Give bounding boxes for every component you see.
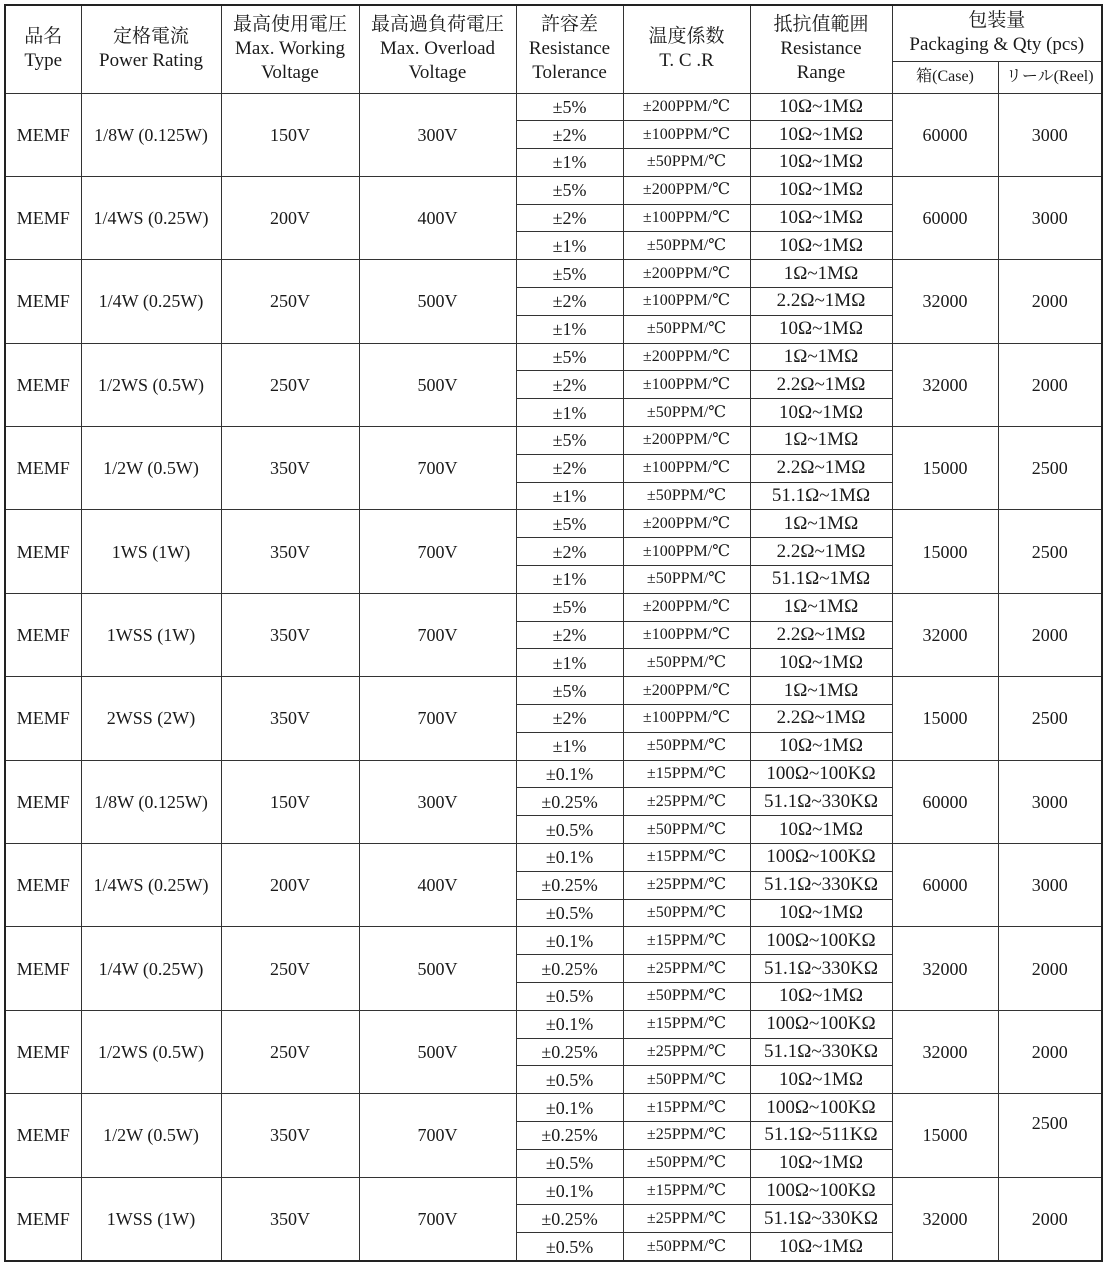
case-qty-cell: 15000 bbox=[892, 677, 998, 760]
max-working-voltage-cell: 350V bbox=[221, 1094, 359, 1177]
resistance-range-cell: 51.1Ω~330KΩ bbox=[750, 871, 892, 899]
reel-qty-cell: 2500 bbox=[998, 427, 1102, 510]
header-power bbox=[81, 5, 221, 93]
header-power-jp: 定格電流 bbox=[112, 26, 189, 48]
max-overload-voltage-cell: 300V bbox=[359, 93, 516, 176]
max-overload-voltage-cell: 500V bbox=[359, 343, 516, 426]
table-row bbox=[5, 1010, 1102, 1038]
tolerance-cell: ±1% bbox=[516, 149, 623, 177]
power-rating-cell: 1WS (1W) bbox=[81, 510, 221, 593]
table-row bbox=[5, 260, 1102, 288]
header-packaging bbox=[892, 5, 1102, 61]
resistance-range-cell: 1Ω~1MΩ bbox=[750, 510, 892, 538]
tolerance-cell: ±2% bbox=[516, 705, 623, 733]
tolerance-cell: ±0.25% bbox=[516, 1038, 623, 1066]
resistance-range-cell: 10Ω~1MΩ bbox=[750, 1233, 892, 1261]
case-qty-cell: 32000 bbox=[892, 1177, 998, 1261]
tcr-cell: ±200PPM/℃ bbox=[623, 593, 750, 621]
resistance-range-cell: 10Ω~1MΩ bbox=[750, 315, 892, 343]
tcr-cell: ±200PPM/℃ bbox=[623, 510, 750, 538]
tcr-cell: ±50PPM/℃ bbox=[623, 232, 750, 260]
reel-qty-cell: 2000 bbox=[998, 1010, 1102, 1093]
max-working-voltage-cell: 250V bbox=[221, 260, 359, 343]
header-max-working-en2: Voltage bbox=[261, 62, 319, 84]
header-tcr bbox=[623, 5, 750, 93]
power-rating-cell: 1/8W (0.125W) bbox=[81, 760, 221, 843]
reel-qty-cell: 3000 bbox=[998, 93, 1102, 176]
case-qty-cell: 32000 bbox=[892, 927, 998, 1010]
type-cell: MEMF bbox=[5, 260, 81, 343]
resistance-range-cell: 10Ω~1MΩ bbox=[750, 983, 892, 1011]
resistance-range-cell: 2.2Ω~1MΩ bbox=[750, 538, 892, 566]
case-qty-cell: 15000 bbox=[892, 427, 998, 510]
resistance-range-cell: 2.2Ω~1MΩ bbox=[750, 705, 892, 733]
resistance-range-cell: 1Ω~1MΩ bbox=[750, 593, 892, 621]
resistance-range-cell: 10Ω~1MΩ bbox=[750, 93, 892, 121]
tolerance-cell: ±0.1% bbox=[516, 1177, 623, 1205]
reel-qty-cell: 3000 bbox=[998, 844, 1102, 927]
tolerance-cell: ±5% bbox=[516, 260, 623, 288]
reel-qty-cell: 2500 bbox=[998, 1094, 1102, 1177]
resistance-range-cell: 1Ω~1MΩ bbox=[750, 427, 892, 455]
reel-qty-cell: 2000 bbox=[998, 343, 1102, 426]
header-type-jp: 品名 bbox=[24, 26, 63, 48]
resistance-range-cell: 10Ω~1MΩ bbox=[750, 121, 892, 149]
header-packaging-en: Packaging & Qty (pcs) bbox=[909, 34, 1085, 56]
tcr-cell: ±200PPM/℃ bbox=[623, 343, 750, 371]
type-cell: MEMF bbox=[5, 1094, 81, 1177]
tcr-cell: ±100PPM/℃ bbox=[623, 288, 750, 316]
tolerance-cell: ±0.1% bbox=[516, 1094, 623, 1122]
tolerance-cell: ±0.25% bbox=[516, 1121, 623, 1149]
tcr-cell: ±15PPM/℃ bbox=[623, 844, 750, 872]
max-overload-voltage-cell: 700V bbox=[359, 427, 516, 510]
tcr-cell: ±100PPM/℃ bbox=[623, 121, 750, 149]
tolerance-cell: ±1% bbox=[516, 232, 623, 260]
max-working-voltage-cell: 150V bbox=[221, 93, 359, 176]
table-row bbox=[5, 593, 1102, 621]
tcr-cell: ±15PPM/℃ bbox=[623, 927, 750, 955]
tolerance-cell: ±0.25% bbox=[516, 871, 623, 899]
tolerance-cell: ±0.5% bbox=[516, 899, 623, 927]
resistance-range-cell: 1Ω~1MΩ bbox=[750, 343, 892, 371]
header-case: 箱(Case) bbox=[892, 61, 998, 93]
tcr-cell: ±50PPM/℃ bbox=[623, 1233, 750, 1261]
header-max-overload-jp: 最高過負荷電圧 bbox=[370, 14, 504, 36]
power-rating-cell: 2WSS (2W) bbox=[81, 677, 221, 760]
resistance-range-cell: 2.2Ω~1MΩ bbox=[750, 454, 892, 482]
tcr-cell: ±50PPM/℃ bbox=[623, 1066, 750, 1094]
tcr-cell: ±50PPM/℃ bbox=[623, 732, 750, 760]
case-qty-cell: 32000 bbox=[892, 343, 998, 426]
tolerance-cell: ±0.5% bbox=[516, 983, 623, 1011]
table-header bbox=[5, 5, 1102, 93]
type-cell: MEMF bbox=[5, 1177, 81, 1261]
header-type-en: Type bbox=[24, 50, 63, 72]
resistance-range-cell: 51.1Ω~1MΩ bbox=[750, 482, 892, 510]
max-working-voltage-cell: 350V bbox=[221, 510, 359, 593]
tcr-cell: ±15PPM/℃ bbox=[623, 1010, 750, 1038]
tolerance-cell: ±1% bbox=[516, 315, 623, 343]
reel-qty-cell: 3000 bbox=[998, 176, 1102, 259]
tolerance-cell: ±0.25% bbox=[516, 955, 623, 983]
case-qty-cell: 15000 bbox=[892, 510, 998, 593]
resistance-range-cell: 100Ω~100KΩ bbox=[750, 1010, 892, 1038]
header-max-overload-en1: Max. Overload bbox=[379, 38, 496, 60]
type-cell: MEMF bbox=[5, 1010, 81, 1093]
tolerance-cell: ±2% bbox=[516, 288, 623, 316]
tolerance-cell: ±5% bbox=[516, 510, 623, 538]
header-max-working bbox=[221, 5, 359, 93]
header-range-jp: 抵抗值範囲 bbox=[773, 14, 869, 36]
max-overload-voltage-cell: 500V bbox=[359, 927, 516, 1010]
header-tolerance bbox=[516, 5, 623, 93]
max-overload-voltage-cell: 300V bbox=[359, 760, 516, 843]
resistance-range-cell: 10Ω~1MΩ bbox=[750, 1066, 892, 1094]
tolerance-cell: ±2% bbox=[516, 204, 623, 232]
resistance-range-cell: 51.1Ω~330KΩ bbox=[750, 788, 892, 816]
header-tolerance-en1: Resistance bbox=[528, 38, 611, 60]
resistance-range-cell: 51.1Ω~1MΩ bbox=[750, 566, 892, 594]
header-tcr-jp: 温度係数 bbox=[648, 26, 725, 48]
header-power-en: Power Rating bbox=[99, 50, 203, 72]
header-range-en2: Range bbox=[796, 62, 846, 84]
header-packaging-jp: 包装量 bbox=[968, 10, 1026, 32]
power-rating-cell: 1/4WS (0.25W) bbox=[81, 176, 221, 259]
header-tolerance-jp: 許容差 bbox=[540, 14, 598, 36]
table-row bbox=[5, 510, 1102, 538]
tolerance-cell: ±0.25% bbox=[516, 1205, 623, 1233]
case-qty-cell: 60000 bbox=[892, 93, 998, 176]
power-rating-cell: 1/2WS (0.5W) bbox=[81, 1010, 221, 1093]
table-row bbox=[5, 1094, 1102, 1122]
tcr-cell: ±200PPM/℃ bbox=[623, 93, 750, 121]
tcr-cell: ±50PPM/℃ bbox=[623, 649, 750, 677]
type-cell: MEMF bbox=[5, 927, 81, 1010]
power-rating-cell: 1/4W (0.25W) bbox=[81, 927, 221, 1010]
header-tolerance-en2: Tolerance bbox=[532, 62, 607, 84]
tolerance-cell: ±5% bbox=[516, 677, 623, 705]
power-rating-cell: 1/4W (0.25W) bbox=[81, 260, 221, 343]
resistance-range-cell: 1Ω~1MΩ bbox=[750, 260, 892, 288]
max-working-voltage-cell: 350V bbox=[221, 677, 359, 760]
max-working-voltage-cell: 250V bbox=[221, 343, 359, 426]
tcr-cell: ±50PPM/℃ bbox=[623, 816, 750, 844]
table-row bbox=[5, 760, 1102, 788]
tolerance-cell: ±2% bbox=[516, 371, 623, 399]
reel-qty-cell: 2000 bbox=[998, 1177, 1102, 1261]
tolerance-cell: ±0.1% bbox=[516, 844, 623, 872]
reel-qty-cell: 2000 bbox=[998, 593, 1102, 676]
tcr-cell: ±100PPM/℃ bbox=[623, 204, 750, 232]
tolerance-cell: ±5% bbox=[516, 343, 623, 371]
type-cell: MEMF bbox=[5, 343, 81, 426]
reel-qty-cell: 2500 bbox=[998, 677, 1102, 760]
header-max-working-en1: Max. Working bbox=[234, 38, 345, 60]
reel-qty-cell: 3000 bbox=[998, 760, 1102, 843]
tcr-cell: ±50PPM/℃ bbox=[623, 149, 750, 177]
power-rating-cell: 1/8W (0.125W) bbox=[81, 93, 221, 176]
resistance-range-cell: 10Ω~1MΩ bbox=[750, 204, 892, 232]
resistance-range-cell: 2.2Ω~1MΩ bbox=[750, 288, 892, 316]
table-row bbox=[5, 927, 1102, 955]
resistance-range-cell: 10Ω~1MΩ bbox=[750, 649, 892, 677]
tolerance-cell: ±2% bbox=[516, 538, 623, 566]
resistance-range-cell: 10Ω~1MΩ bbox=[750, 732, 892, 760]
resistance-range-cell: 10Ω~1MΩ bbox=[750, 899, 892, 927]
table-row bbox=[5, 93, 1102, 121]
type-cell: MEMF bbox=[5, 510, 81, 593]
tolerance-cell: ±0.25% bbox=[516, 788, 623, 816]
table-row bbox=[5, 844, 1102, 872]
tcr-cell: ±25PPM/℃ bbox=[623, 1038, 750, 1066]
case-qty-cell: 32000 bbox=[892, 1010, 998, 1093]
table-row bbox=[5, 1177, 1102, 1205]
tolerance-cell: ±1% bbox=[516, 649, 623, 677]
tcr-cell: ±25PPM/℃ bbox=[623, 871, 750, 899]
header-range bbox=[750, 5, 892, 93]
type-cell: MEMF bbox=[5, 176, 81, 259]
tolerance-cell: ±0.5% bbox=[516, 816, 623, 844]
type-cell: MEMF bbox=[5, 844, 81, 927]
tcr-cell: ±200PPM/℃ bbox=[623, 677, 750, 705]
power-rating-cell: 1WSS (1W) bbox=[81, 593, 221, 676]
resistance-range-cell: 51.1Ω~330KΩ bbox=[750, 1205, 892, 1233]
power-rating-cell: 1/4WS (0.25W) bbox=[81, 844, 221, 927]
max-working-voltage-cell: 150V bbox=[221, 760, 359, 843]
resistance-range-cell: 100Ω~100KΩ bbox=[750, 844, 892, 872]
max-overload-voltage-cell: 500V bbox=[359, 1010, 516, 1093]
tcr-cell: ±50PPM/℃ bbox=[623, 1149, 750, 1177]
tcr-cell: ±25PPM/℃ bbox=[623, 955, 750, 983]
type-cell: MEMF bbox=[5, 593, 81, 676]
max-overload-voltage-cell: 700V bbox=[359, 677, 516, 760]
tcr-cell: ±50PPM/℃ bbox=[623, 482, 750, 510]
power-rating-cell: 1/2WS (0.5W) bbox=[81, 343, 221, 426]
tcr-cell: ±25PPM/℃ bbox=[623, 788, 750, 816]
resistance-range-cell: 100Ω~100KΩ bbox=[750, 760, 892, 788]
max-working-voltage-cell: 350V bbox=[221, 427, 359, 510]
tcr-cell: ±50PPM/℃ bbox=[623, 983, 750, 1011]
tcr-cell: ±100PPM/℃ bbox=[623, 454, 750, 482]
tolerance-cell: ±5% bbox=[516, 176, 623, 204]
tolerance-cell: ±0.5% bbox=[516, 1149, 623, 1177]
table-row bbox=[5, 343, 1102, 371]
tcr-cell: ±100PPM/℃ bbox=[623, 538, 750, 566]
tolerance-cell: ±1% bbox=[516, 482, 623, 510]
reel-qty-cell: 2000 bbox=[998, 260, 1102, 343]
case-qty-cell: 32000 bbox=[892, 260, 998, 343]
table-row bbox=[5, 176, 1102, 204]
resistance-range-cell: 10Ω~1MΩ bbox=[750, 149, 892, 177]
tolerance-cell: ±5% bbox=[516, 593, 623, 621]
header-range-en1: Resistance bbox=[780, 38, 862, 60]
table-row bbox=[5, 427, 1102, 455]
table-row bbox=[5, 677, 1102, 705]
tcr-cell: ±50PPM/℃ bbox=[623, 315, 750, 343]
resistance-range-cell: 1Ω~1MΩ bbox=[750, 677, 892, 705]
resistance-range-cell: 51.1Ω~511KΩ bbox=[750, 1121, 892, 1149]
tcr-cell: ±200PPM/℃ bbox=[623, 260, 750, 288]
tcr-cell: ±15PPM/℃ bbox=[623, 1094, 750, 1122]
resistance-range-cell: 10Ω~1MΩ bbox=[750, 176, 892, 204]
case-qty-cell: 32000 bbox=[892, 593, 998, 676]
type-cell: MEMF bbox=[5, 93, 81, 176]
resistance-range-cell: 100Ω~100KΩ bbox=[750, 1094, 892, 1122]
tcr-cell: ±15PPM/℃ bbox=[623, 760, 750, 788]
header-tcr-en: T. C .R bbox=[659, 50, 714, 72]
resistance-range-cell: 10Ω~1MΩ bbox=[750, 816, 892, 844]
header-max-overload bbox=[359, 5, 516, 93]
tcr-cell: ±15PPM/℃ bbox=[623, 1177, 750, 1205]
type-cell: MEMF bbox=[5, 760, 81, 843]
resistor-spec-table bbox=[4, 4, 1103, 1262]
case-qty-cell: 60000 bbox=[892, 760, 998, 843]
tcr-cell: ±100PPM/℃ bbox=[623, 705, 750, 733]
header-max-working-jp: 最高使用電圧 bbox=[232, 14, 347, 36]
resistance-range-cell: 10Ω~1MΩ bbox=[750, 399, 892, 427]
resistance-range-cell: 51.1Ω~330KΩ bbox=[750, 1038, 892, 1066]
tcr-cell: ±50PPM/℃ bbox=[623, 566, 750, 594]
table-body bbox=[5, 93, 1102, 1261]
max-working-voltage-cell: 250V bbox=[221, 927, 359, 1010]
tolerance-cell: ±0.1% bbox=[516, 1010, 623, 1038]
max-overload-voltage-cell: 700V bbox=[359, 1094, 516, 1177]
tolerance-cell: ±1% bbox=[516, 399, 623, 427]
header-max-overload-en2: Voltage bbox=[408, 62, 467, 84]
resistance-range-cell: 51.1Ω~330KΩ bbox=[750, 955, 892, 983]
max-overload-voltage-cell: 700V bbox=[359, 510, 516, 593]
header-type bbox=[5, 5, 81, 93]
tcr-cell: ±50PPM/℃ bbox=[623, 399, 750, 427]
max-overload-voltage-cell: 500V bbox=[359, 260, 516, 343]
reel-qty-cell: 2000 bbox=[998, 927, 1102, 1010]
tolerance-cell: ±1% bbox=[516, 732, 623, 760]
power-rating-cell: 1/2W (0.5W) bbox=[81, 1094, 221, 1177]
type-cell: MEMF bbox=[5, 677, 81, 760]
max-working-voltage-cell: 350V bbox=[221, 593, 359, 676]
tolerance-cell: ±2% bbox=[516, 121, 623, 149]
max-working-voltage-cell: 350V bbox=[221, 1177, 359, 1261]
resistance-range-cell: 2.2Ω~1MΩ bbox=[750, 621, 892, 649]
resistance-range-cell: 100Ω~100KΩ bbox=[750, 927, 892, 955]
tcr-cell: ±25PPM/℃ bbox=[623, 1121, 750, 1149]
tolerance-cell: ±5% bbox=[516, 93, 623, 121]
tolerance-cell: ±0.1% bbox=[516, 927, 623, 955]
power-rating-cell: 1/2W (0.5W) bbox=[81, 427, 221, 510]
max-working-voltage-cell: 200V bbox=[221, 844, 359, 927]
case-qty-cell: 60000 bbox=[892, 176, 998, 259]
tolerance-cell: ±0.1% bbox=[516, 760, 623, 788]
max-overload-voltage-cell: 700V bbox=[359, 1177, 516, 1261]
case-qty-cell: 15000 bbox=[892, 1094, 998, 1177]
resistance-range-cell: 10Ω~1MΩ bbox=[750, 1149, 892, 1177]
tolerance-cell: ±5% bbox=[516, 427, 623, 455]
tcr-cell: ±25PPM/℃ bbox=[623, 1205, 750, 1233]
tolerance-cell: ±1% bbox=[516, 566, 623, 594]
tcr-cell: ±200PPM/℃ bbox=[623, 427, 750, 455]
max-working-voltage-cell: 250V bbox=[221, 1010, 359, 1093]
max-overload-voltage-cell: 400V bbox=[359, 176, 516, 259]
max-overload-voltage-cell: 700V bbox=[359, 593, 516, 676]
tcr-cell: ±100PPM/℃ bbox=[623, 621, 750, 649]
resistance-range-cell: 100Ω~100KΩ bbox=[750, 1177, 892, 1205]
tcr-cell: ±100PPM/℃ bbox=[623, 371, 750, 399]
tolerance-cell: ±0.5% bbox=[516, 1066, 623, 1094]
resistance-range-cell: 10Ω~1MΩ bbox=[750, 232, 892, 260]
tolerance-cell: ±2% bbox=[516, 621, 623, 649]
max-working-voltage-cell: 200V bbox=[221, 176, 359, 259]
type-cell: MEMF bbox=[5, 427, 81, 510]
tolerance-cell: ±2% bbox=[516, 454, 623, 482]
max-overload-voltage-cell: 400V bbox=[359, 844, 516, 927]
tcr-cell: ±200PPM/℃ bbox=[623, 176, 750, 204]
tolerance-cell: ±0.5% bbox=[516, 1233, 623, 1261]
case-qty-cell: 60000 bbox=[892, 844, 998, 927]
resistance-range-cell: 2.2Ω~1MΩ bbox=[750, 371, 892, 399]
reel-qty-cell: 2500 bbox=[998, 510, 1102, 593]
tcr-cell: ±50PPM/℃ bbox=[623, 899, 750, 927]
header-reel: リール(Reel) bbox=[998, 61, 1102, 93]
power-rating-cell: 1WSS (1W) bbox=[81, 1177, 221, 1261]
